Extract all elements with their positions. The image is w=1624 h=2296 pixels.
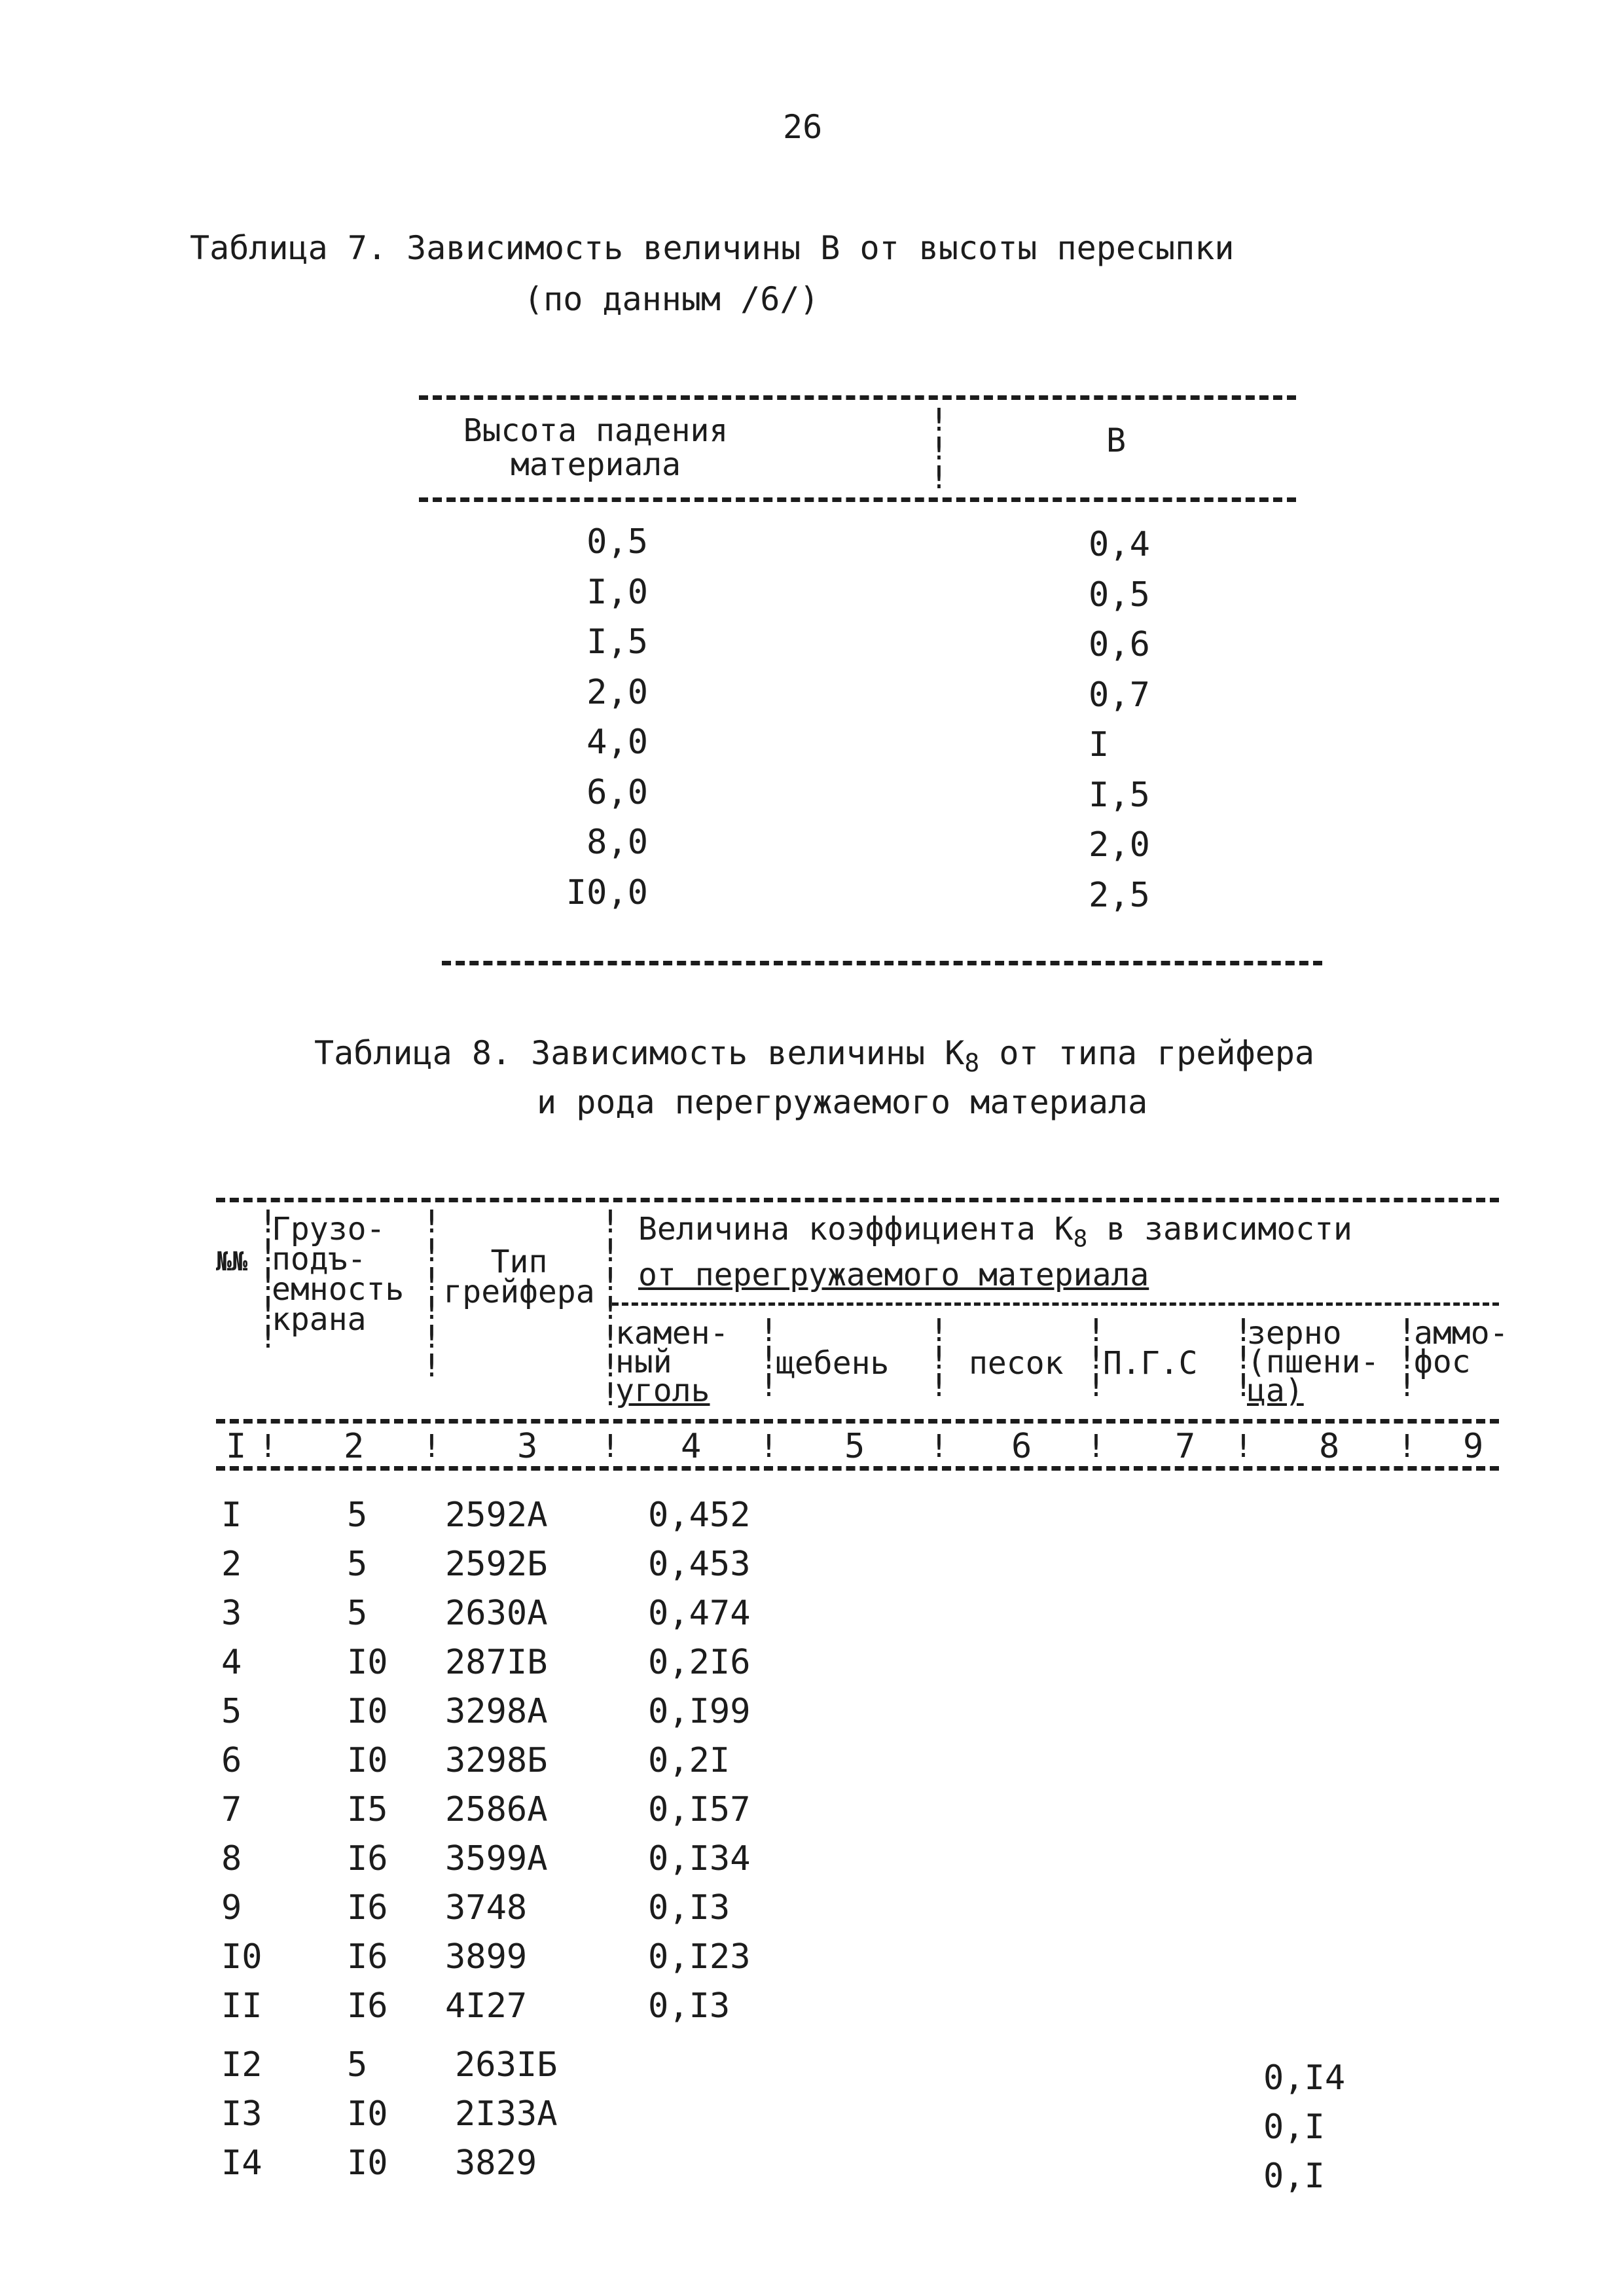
table8-num-cell: II	[221, 1986, 262, 2026]
table8-header-ammo	[1414, 1315, 1509, 1380]
table7-height-cell: 0,5	[586, 522, 648, 562]
table8-colnum-separator: !	[259, 1428, 278, 1465]
table7-col1-header-line1: Высота падения	[463, 412, 729, 449]
table7-height-cell: 2,0	[586, 673, 648, 712]
table7-caption-line2: (по данным /6/)	[524, 280, 820, 318]
table8-type-cell: 4I27	[445, 1986, 528, 2026]
table8-sep-3: ! ! ! ! ! ! !	[601, 1204, 620, 1413]
table8-num-cell: 6	[221, 1741, 242, 1780]
table8-type-cell: 2I33А	[455, 2094, 558, 2134]
table8-colnum-cell: 7	[1175, 1427, 1196, 1466]
table8-type-cell: 263IБ	[455, 2045, 558, 2085]
table8-coal-cell: 0,I3	[648, 1888, 731, 1928]
table8-type-cell: 2592А	[445, 1496, 548, 1535]
table8-num-cell: I2	[221, 2045, 262, 2085]
table8-colnum-cell: I	[226, 1427, 247, 1466]
table8-header-grain	[1247, 1315, 1380, 1409]
table8-header-grain-line1: зерно	[1247, 1315, 1342, 1352]
table7-col2-header: В	[1106, 422, 1127, 459]
table8-type-cell: 3599А	[445, 1839, 548, 1878]
table8-capacity-cell: I6	[347, 1937, 388, 1977]
table8-colnum-separator: !	[759, 1428, 778, 1465]
table8-capacity-cell: I0	[347, 1741, 388, 1780]
table8-capacity-cell: 5	[347, 1545, 368, 1584]
table8-header-grain-line2: (пшени-	[1247, 1344, 1380, 1380]
table7-col1-header-line2: материала	[510, 446, 681, 483]
table7-height-cell: I,5	[586, 622, 648, 662]
table8-header-group-text-end: в зависимости	[1087, 1211, 1352, 1247]
table8-coal-cell: 0,I57	[648, 1790, 751, 1829]
table8-type-cell: 3899	[445, 1937, 528, 1977]
table8-num-cell: 7	[221, 1790, 242, 1829]
table8-header-grain-line3: ца)	[1247, 1372, 1304, 1409]
page-number: 26	[783, 108, 823, 146]
table7-caption-line1: Таблица 7. Зависимость величины В от высоты пересыпки	[190, 229, 1235, 267]
table8-coal-cell: 0,I23	[648, 1937, 751, 1977]
table8-header-coal-line3: уголь	[615, 1372, 710, 1409]
table8-num-cell: I0	[221, 1937, 262, 1977]
table8-header-ammo-line1: аммо-	[1414, 1315, 1509, 1352]
table8-header-capacity	[272, 1211, 405, 1338]
table8-type-cell: 3298А	[445, 1692, 548, 1731]
table8-capacity-cell: 5	[347, 1594, 368, 1633]
table8-type-cell: 2592Б	[445, 1545, 548, 1584]
table8-caption-line2: и рода перегружаемого материала	[537, 1083, 1148, 1121]
table7-b-cell: 0,7	[1089, 675, 1150, 715]
table7-b-cell: I,5	[1089, 776, 1150, 815]
table8-num-cell: 8	[221, 1839, 242, 1878]
table8-type-cell: 287IВ	[445, 1643, 548, 1682]
table8-num-cell: 2	[221, 1545, 242, 1584]
table7-bottom-rule	[442, 961, 1322, 965]
table8-header-group-line2: от перегружаемого материала	[638, 1257, 1149, 1293]
table7-height-cell: 6,0	[586, 773, 648, 812]
table8-num-cell: I4	[221, 2144, 262, 2183]
table8-colnum-separator: !	[929, 1428, 948, 1465]
table7-top-rule	[419, 395, 1296, 400]
table8-capacity-cell: 5	[347, 2045, 368, 2085]
table7-b-cell: I	[1089, 725, 1110, 764]
table8-caption-text-end: от типа грейфера	[979, 1034, 1315, 1072]
table8-coal-cell: 0,474	[648, 1594, 751, 1633]
table8-type-cell: 2586А	[445, 1790, 548, 1829]
table7-col1-header	[458, 414, 733, 482]
table8-num-cell: 4	[221, 1643, 242, 1682]
table8-caption-text: Таблица 8. Зависимость величины К	[314, 1034, 965, 1072]
table8-sep-5: ! ! !	[929, 1312, 948, 1404]
table8-colnum-separator: !	[601, 1428, 620, 1465]
table8-header-type-line2: грейфера	[443, 1274, 595, 1310]
table8-coal-cell: 0,452	[648, 1496, 751, 1535]
table8-type-cell: 3748	[445, 1888, 528, 1928]
table8-header-rule	[216, 1419, 1499, 1424]
table8-num-cell: I3	[221, 2094, 262, 2134]
table8-coal-cell: 0,2I6	[648, 1643, 751, 1682]
table8-num-cell: 3	[221, 1594, 242, 1633]
table8-header-group-text: Величина коэффициента К	[638, 1211, 1074, 1247]
table8-sep-7: ! ! !	[1234, 1312, 1253, 1404]
table8-colnum-rule	[216, 1466, 1499, 1471]
table8-sep-6: ! ! !	[1087, 1312, 1106, 1404]
table8-colnum-separator: !	[1398, 1428, 1416, 1465]
table8-colnum-cell: 3	[517, 1427, 538, 1466]
table8-header-gravel: щебень	[776, 1345, 890, 1382]
table8-coal-cell: 0,I99	[648, 1692, 751, 1731]
table8-coal-cell: 0,I34	[648, 1839, 751, 1878]
table8-capacity-cell: 5	[347, 1496, 368, 1535]
table8-header-group-subscript: 8	[1073, 1225, 1088, 1253]
table8-colnum-cell: 8	[1319, 1427, 1340, 1466]
table8-caption-subscript: 8	[964, 1049, 980, 1077]
table8-coal-cell: 0,I3	[648, 1986, 731, 2026]
table7-height-cell: 8,0	[586, 823, 648, 862]
table8-header-group-line1	[638, 1211, 1352, 1255]
table8-capacity-cell: I6	[347, 1986, 388, 2026]
table8-grain-cell: 0,I	[1263, 2108, 1325, 2147]
table8-type-cell: 3829	[455, 2144, 537, 2183]
table8-header-coal	[615, 1315, 729, 1409]
table8-grain-cell: 0,I	[1263, 2157, 1325, 2196]
table8-header-type-line1: Тип	[490, 1244, 548, 1280]
table8-type-cell: 3298Б	[445, 1741, 548, 1780]
table7-b-cell: 0,4	[1089, 525, 1150, 564]
table8-sep-2: ! ! ! ! ! !	[422, 1204, 441, 1384]
table7-b-cell: 0,5	[1089, 575, 1150, 615]
table8-sep-8: ! ! !	[1398, 1312, 1416, 1404]
table8-header-type	[437, 1244, 601, 1310]
table8-header-num: №№	[216, 1247, 248, 1277]
table8-capacity-cell: I0	[347, 2144, 388, 2183]
table8-colnum-cell: 9	[1463, 1427, 1484, 1466]
table8-capacity-cell: I6	[347, 1888, 388, 1928]
table8-num-cell: I	[221, 1496, 242, 1535]
table8-num-cell: 5	[221, 1692, 242, 1731]
table7-header-rule	[419, 497, 1296, 502]
table8-group-rule	[612, 1302, 1499, 1306]
table8-capacity-cell: I0	[347, 1692, 388, 1731]
table7-height-cell: 4,0	[586, 723, 648, 762]
table7-col-separator: ! ! !	[929, 402, 948, 496]
table8-sep-4: ! ! !	[759, 1312, 778, 1404]
table8-header-capacity-line1: Грузо-	[272, 1211, 386, 1247]
table7-height-cell: I0,0	[566, 873, 648, 912]
table8-header-coal-line1: камен-	[615, 1315, 729, 1352]
table8-colnum-cell: 2	[344, 1427, 365, 1466]
table7-height-cell: I,0	[586, 573, 648, 612]
table8-colnum-cell: 5	[844, 1427, 865, 1466]
table8-coal-cell: 0,2I	[648, 1741, 731, 1780]
table8-header-pgs: П.Г.С	[1103, 1345, 1198, 1382]
table8-capacity-cell: I6	[347, 1839, 388, 1878]
table8-num-cell: 9	[221, 1888, 242, 1928]
table7-b-cell: 0,6	[1089, 625, 1150, 664]
table7-b-cell: 2,5	[1089, 876, 1150, 915]
table7-b-cell: 2,0	[1089, 825, 1150, 865]
table8-grain-cell: 0,I4	[1263, 2058, 1346, 2098]
table8-header-capacity-line4: крана	[272, 1301, 367, 1338]
table8-colnum-separator: !	[1234, 1428, 1253, 1465]
table8-header-coal-line2: ный	[615, 1344, 672, 1380]
table8-header-capacity-line3: емность	[272, 1271, 405, 1308]
table8-colnum-cell: 6	[1011, 1427, 1032, 1466]
table8-capacity-cell: I5	[347, 1790, 388, 1829]
table8-colnum-cell: 4	[681, 1427, 702, 1466]
table8-coal-cell: 0,453	[648, 1545, 751, 1584]
table8-capacity-cell: I0	[347, 1643, 388, 1682]
table8-colnum-separator: !	[1087, 1428, 1106, 1465]
table8-header-capacity-line2: подъ-	[272, 1241, 367, 1278]
table8-type-cell: 2630А	[445, 1594, 548, 1633]
table8-top-rule	[216, 1198, 1499, 1202]
table8-sep-1: ! ! ! ! !	[259, 1204, 278, 1355]
table8-header-sand: песок	[969, 1345, 1064, 1382]
table8-colnum-separator: !	[422, 1428, 441, 1465]
table8-header-ammo-line2: фос	[1414, 1344, 1471, 1380]
table8-capacity-cell: I0	[347, 2094, 388, 2134]
